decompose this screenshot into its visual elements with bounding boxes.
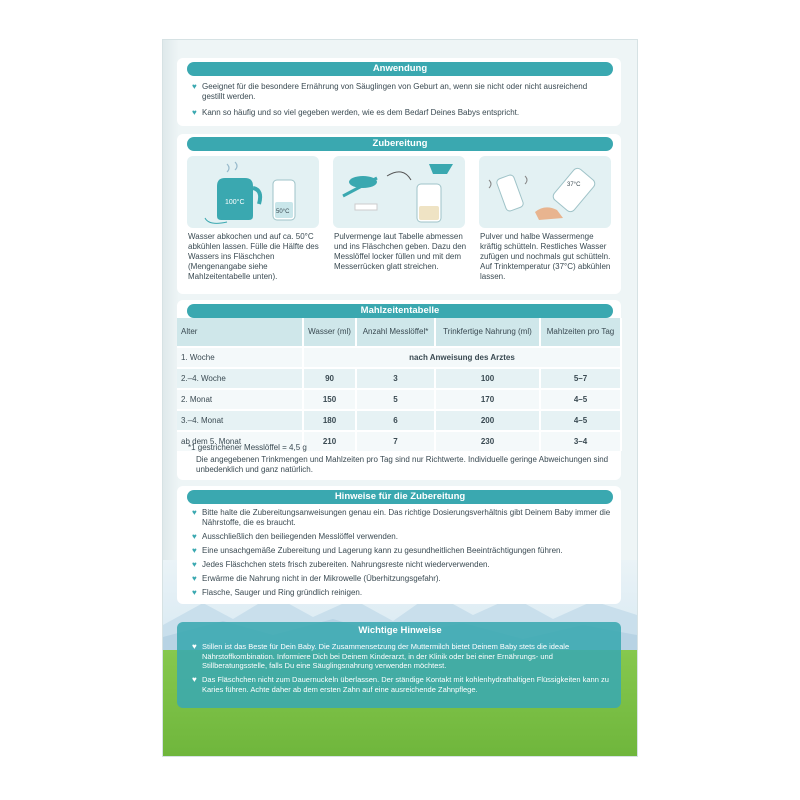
kettle-temp-label: 100°C — [225, 199, 245, 206]
column-header-water: Wasser (ml) — [303, 318, 356, 347]
heart-bullet-icon: ♥ — [192, 560, 197, 569]
hinweise-item: ♥ Jedes Fläschchen stets frisch zubereiten. Nahrungsreste nicht wiederverwenden. — [192, 560, 490, 569]
step2-text: Pulvermenge laut Tabelle abmessen und ins Fläschchen geben. Dazu den Messlöffel locker füllen und mit dem Messerrücken glatt streichen. — [334, 232, 467, 271]
mahlzeiten-title: Mahlzeitentabelle — [187, 304, 613, 318]
cell-ready-food: 170 — [435, 389, 540, 410]
cell-ready-food: 200 — [435, 410, 540, 431]
zubereitung-title: Zubereitung — [187, 137, 613, 151]
heart-bullet-icon: ♥ — [192, 574, 197, 583]
heart-bullet-icon: ♥ — [192, 588, 197, 597]
column-header-scoops: Anzahl Messlöffel* — [356, 318, 435, 347]
heart-bullet-icon: ♥ — [192, 82, 197, 91]
step1-text: Wasser abkochen und auf ca. 50°C abkühlen lassen. Fülle die Hälfte des Wassers ins Fläschchen (Mengenangabe siehe Mahlzeitentabelle unten). — [188, 232, 319, 281]
cell-age: 2.–4. Woche — [177, 368, 303, 389]
step2-illustration — [333, 156, 465, 228]
wichtige-item: ♥ Stillen ist das Beste für Dein Baby. Die Zusammensetzung der Muttermilch bietet Deinem Baby stets die ideale Nährstoffkombination. Informiere Dich bei Deinem Kinderarzt, in der Klinik oder bei einer Ernährungs- und Stillberatungsstelle, falls Du eine Säuglingsnahrung verwenden möchtest. — [192, 642, 570, 670]
cell-scoops: 5 — [356, 389, 435, 410]
heart-bullet-icon: ♥ — [192, 546, 197, 555]
table-row — [177, 410, 621, 431]
hinweise-title: Hinweise für die Zubereitung — [187, 490, 613, 504]
table-footnote: *1 gestrichener Messlöffel = 4,5 g — [188, 443, 307, 452]
heart-bullet-icon: ♥ — [192, 508, 197, 517]
hinweise-item: ♥ Ausschließlich den beiliegenden Messlöffel verwenden. — [192, 532, 398, 541]
table-remark: Die angegebenen Trinkmengen und Mahlzeiten pro Tag sind nur Richtwerte. Individuelle geringe Abweichungen sind unbedenklich und ganz natürlich. — [196, 455, 609, 474]
cell-ready-food: 100 — [435, 368, 540, 389]
cell-age: 2. Monat — [177, 389, 303, 410]
table-row — [177, 368, 621, 389]
hinweise-item: ♥ Erwärme die Nahrung nicht in der Mikrowelle (Überhitzungsgefahr). — [192, 574, 441, 583]
cell-age: ab dem 5. Monat — [177, 431, 303, 451]
heart-bullet-icon: ♥ — [192, 532, 197, 541]
step3-text: Pulver und halbe Wassermenge kräftig schütteln. Restliches Wasser zufügen und nochmals gut schütteln. Auf Trinktemperatur (37°C) abkühlen lassen. — [480, 232, 611, 281]
cell-scoops: 3 — [356, 368, 435, 389]
cell-meals: 5–7 — [540, 368, 621, 389]
anwendung-title: Anwendung — [187, 62, 613, 76]
cell-scoops: 6 — [356, 410, 435, 431]
table-row — [177, 389, 621, 410]
cell-water: 150 — [303, 389, 356, 410]
column-header-ready-food: Trinkfertige Nahrung (ml) — [435, 318, 540, 347]
anwendung-item: ♥ Geeignet für die besondere Ernährung von Säuglingen von Geburt an, wenn sie nicht oder nicht ausreichend gestillt werden. — [192, 82, 588, 101]
cell-meals: 3–4 — [540, 431, 621, 451]
column-header-meals: Mahlzeiten pro Tag — [540, 318, 621, 347]
hinweise-item: ♥ Eine unsachgemäße Zubereitung und Lagerung kann zu gesundheitlichen Beeinträchtigungen führen. — [192, 546, 563, 555]
heart-bullet-icon: ♥ — [192, 642, 197, 651]
cell-water: 210 — [303, 431, 356, 451]
column-header-age: Alter — [177, 318, 303, 347]
cell-doctor-note: nach Anweisung des Arztes — [303, 347, 621, 368]
cell-scoops: 7 — [356, 431, 435, 451]
table-row — [177, 347, 621, 368]
heart-bullet-icon: ♥ — [192, 675, 197, 684]
cell-meals: 4–5 — [540, 389, 621, 410]
cell-age: 1. Woche — [177, 347, 303, 368]
mahlzeiten-table — [177, 318, 622, 451]
heart-bullet-icon: ♥ — [192, 108, 197, 117]
step1-illustration — [187, 156, 319, 228]
cell-water: 180 — [303, 410, 356, 431]
cell-age: 3.–4. Monat — [177, 410, 303, 431]
drink-temp-label: 37°C — [567, 182, 581, 188]
hinweise-item: ♥ Flasche, Sauger und Ring gründlich reinigen. — [192, 588, 363, 597]
cell-ready-food: 230 — [435, 431, 540, 451]
hinweise-item: ♥ Bitte halte die Zubereitungsanweisungen genau ein. Das richtige Dosierungsverhältnis gibt Deinem Baby immer die Nährstoffe, die es braucht. — [192, 508, 611, 527]
table-header-row — [177, 318, 621, 347]
cell-meals: 4–5 — [540, 410, 621, 431]
step3-illustration — [479, 156, 611, 228]
wichtige-item: ♥ Das Fläschchen nicht zum Dauernuckeln überlassen. Der ständige Kontakt mit kohlenhydrathaltigen Flüssigkeiten kann zu Karies führen. Achte daher ab dem ersten Zahn auf eine ausreichende Zahnpflege. — [192, 675, 609, 694]
cell-water: 90 — [303, 368, 356, 389]
wichtige-title: Wichtige Hinweise — [358, 625, 442, 636]
bottle-temp-label: 50°C — [276, 209, 290, 215]
anwendung-item: ♥ Kann so häufig und so viel gegeben werden, wie es dem Bedarf Deines Babys entspricht. — [192, 108, 520, 117]
